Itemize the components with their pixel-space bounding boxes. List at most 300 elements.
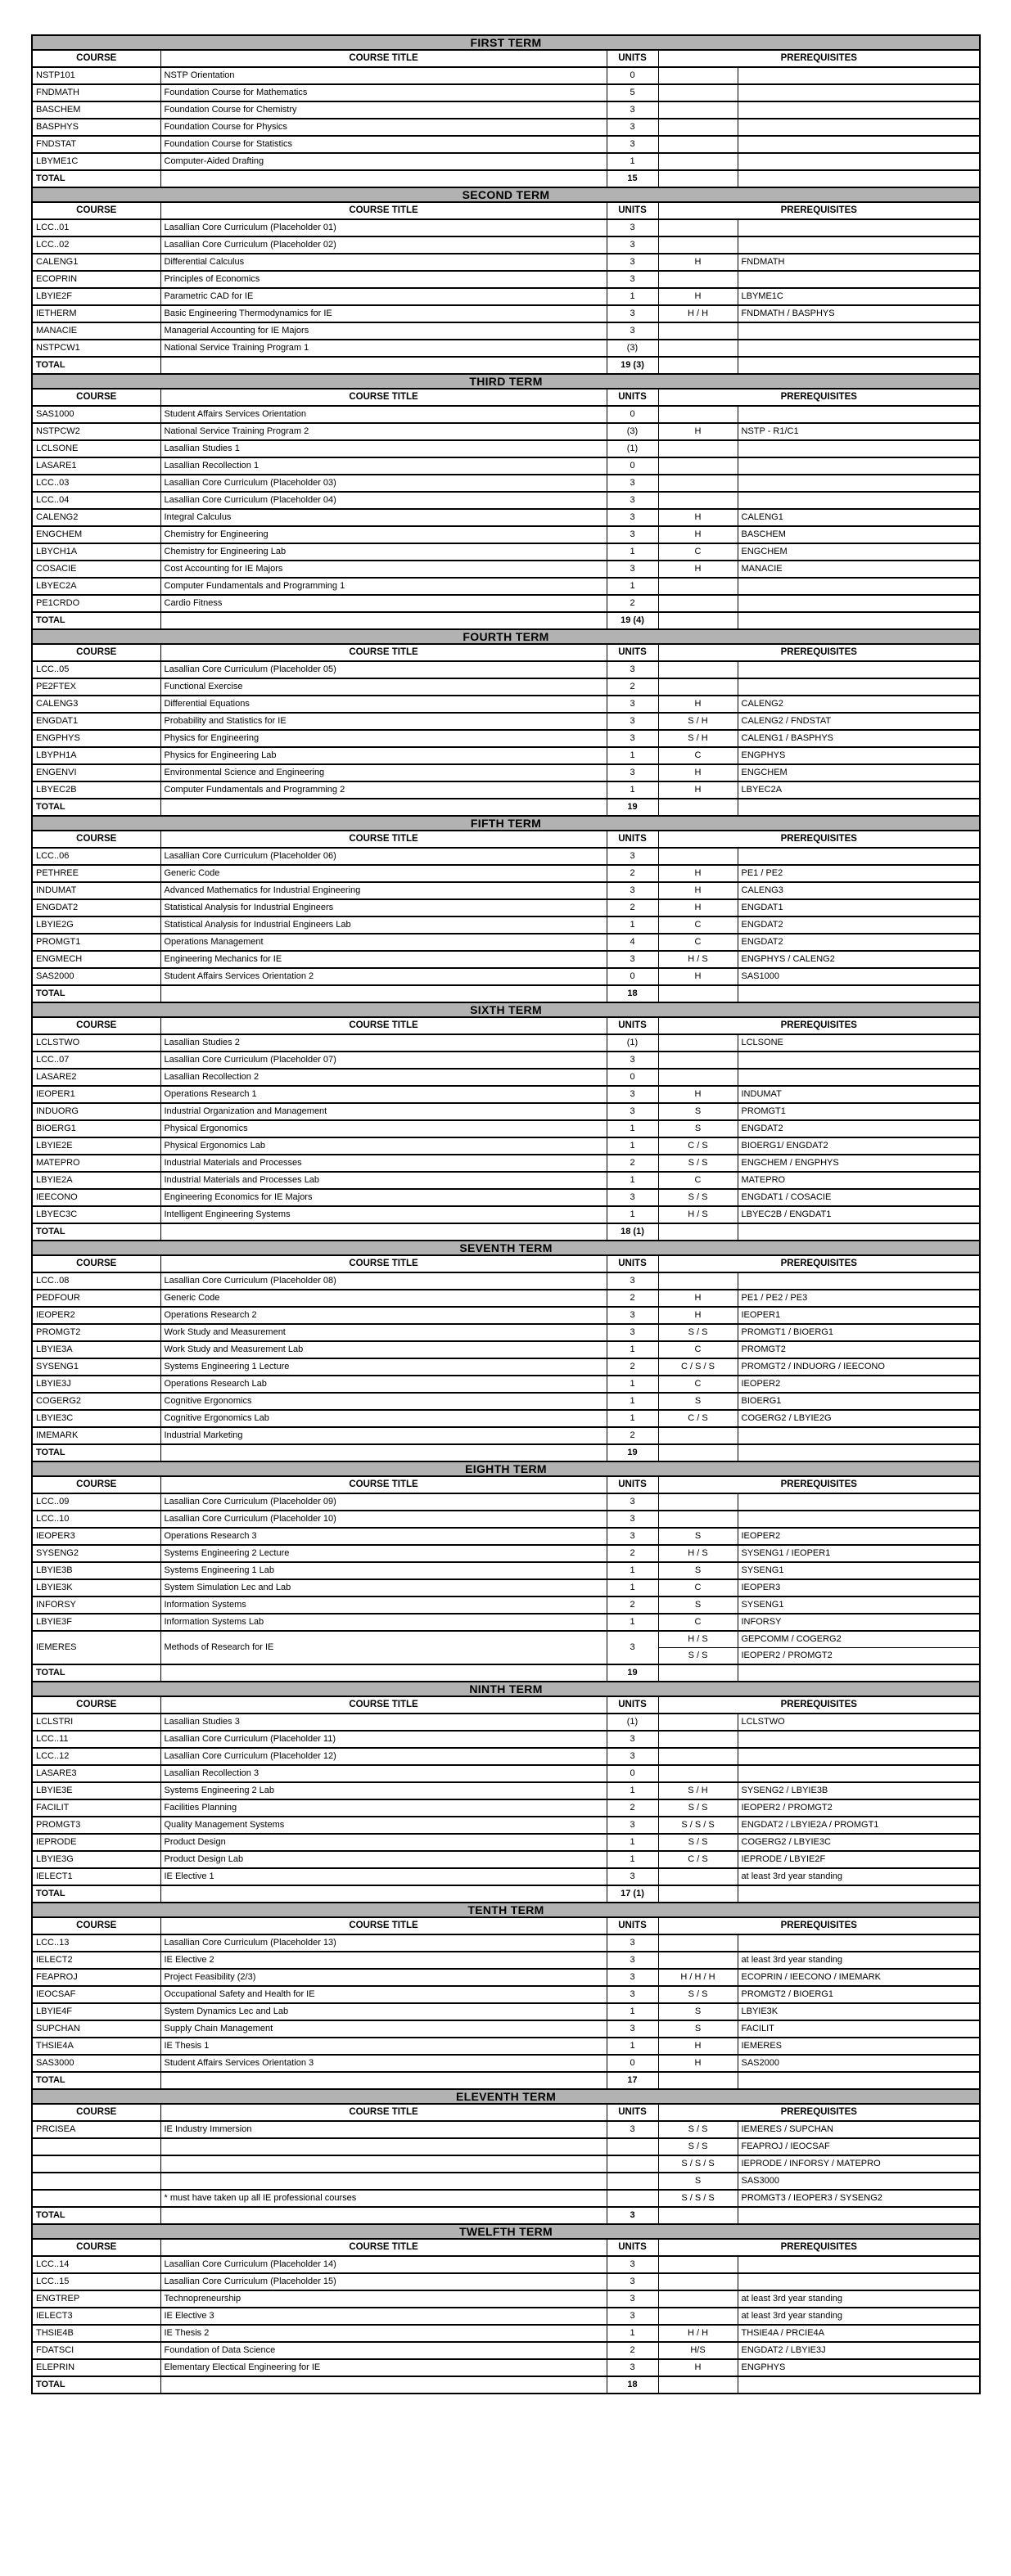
column-header-row (32, 202, 980, 219)
course-code-cell: IEOPER2 (32, 1307, 160, 1324)
prereq-courses-cell: at least 3rd year standing (738, 1952, 980, 1969)
prereq-courses-cell (738, 492, 980, 509)
total-units-cell: 18 (1) (607, 1223, 658, 1241)
course-title-cell: Technopreneurship (160, 2290, 607, 2308)
prereq-flag-cell (658, 1052, 738, 1069)
course-code-cell: COSACIE (32, 561, 160, 578)
prereq-courses-cell: IEOPER1 (738, 1307, 980, 1324)
course-code-cell: LBYEC2A (32, 578, 160, 595)
course-title-cell: Physics for Engineering (160, 730, 607, 747)
course-title-cell: Facilities Planning (160, 1799, 607, 1817)
column-header-row (32, 2104, 980, 2121)
total-flag-spacer-cell (658, 357, 738, 374)
total-prereq-spacer-cell (738, 1444, 980, 1461)
course-row (32, 2173, 980, 2190)
units-cell: 3 (607, 561, 658, 578)
course-row (32, 509, 980, 526)
course-title-cell: Engineering Economics for IE Majors (160, 1189, 607, 1206)
course-row (32, 1052, 980, 1069)
units-cell: 0 (607, 968, 658, 985)
course-code-cell: FNDMATH (32, 84, 160, 101)
course-title-cell: Supply Chain Management (160, 2020, 607, 2038)
course-row (32, 1120, 980, 1137)
units-cell: (1) (607, 440, 658, 457)
total-flag-spacer-cell (658, 170, 738, 187)
column-header-row (32, 2239, 980, 2256)
course-row (32, 2190, 980, 2207)
course-title-cell: Product Design Lab (160, 1851, 607, 1868)
course-row (32, 2038, 980, 2055)
units-cell: 3 (607, 730, 658, 747)
prereq-courses-cell (738, 2273, 980, 2290)
course-title-cell: Lasallian Core Curriculum (Placeholder 03) (160, 475, 607, 492)
course-code-cell: BIOERG1 (32, 1120, 160, 1137)
course-row (32, 406, 980, 423)
term-bar (32, 1241, 980, 1255)
course-row (32, 1393, 980, 1410)
course-row (32, 2020, 980, 2038)
course-row (32, 1799, 980, 1817)
course-row (32, 236, 980, 254)
course-title-column-header: COURSE TITLE (160, 644, 607, 661)
prereq-flag-cell: C (658, 1376, 738, 1393)
units-cell: 3 (607, 951, 658, 968)
course-title-cell: Lasallian Core Curriculum (Placeholder 11) (160, 1731, 607, 1748)
prerequisites-column-header: PREREQUISITES (658, 644, 980, 661)
total-label: TOTAL (32, 1223, 160, 1241)
course-code-cell (32, 2190, 160, 2207)
course-title-cell: Quality Management Systems (160, 1817, 607, 1834)
course-code-cell: LCC..05 (32, 661, 160, 678)
course-row (32, 1290, 980, 1307)
prereq-courses-cell: CALENG2 (738, 696, 980, 713)
course-code-cell: LCLSTWO (32, 1034, 160, 1052)
term-bar (32, 2224, 980, 2239)
units-cell: 3 (607, 1631, 658, 1664)
course-row (32, 934, 980, 951)
course-code-cell: PROMGT1 (32, 934, 160, 951)
course-row (32, 1731, 980, 1748)
prereq-flag-cell (658, 1868, 738, 1885)
course-code-cell: PE1CRDO (32, 595, 160, 612)
course-code-cell: NSTP101 (32, 67, 160, 84)
total-label: TOTAL (32, 357, 160, 374)
units-cell: 3 (607, 1307, 658, 1324)
units-cell: 1 (607, 2003, 658, 2020)
prerequisites-column-header: PREREQUISITES (658, 202, 980, 219)
total-label: TOTAL (32, 1444, 160, 1461)
course-row (32, 899, 980, 916)
prerequisites-column-header: PREREQUISITES (658, 1476, 980, 1493)
course-row (32, 1086, 980, 1103)
units-cell: 3 (607, 219, 658, 236)
course-code-cell: THSIE4A (32, 2038, 160, 2055)
course-title-cell: IE Elective 3 (160, 2308, 607, 2325)
course-row (32, 543, 980, 561)
course-column-header: COURSE (32, 1255, 160, 1272)
course-title-cell: * must have taken up all IE professional courses (160, 2190, 607, 2207)
units-cell: 3 (607, 475, 658, 492)
course-title-column-header: COURSE TITLE (160, 202, 607, 219)
units-cell: 3 (607, 2308, 658, 2325)
prereq-courses-cell: ENGDAT1 / COSACIE (738, 1189, 980, 1206)
total-spacer-cell (160, 799, 607, 816)
course-row (32, 1206, 980, 1223)
units-cell: 3 (607, 119, 658, 136)
total-units-cell: 19 (607, 1664, 658, 1682)
course-code-cell: SUPCHAN (32, 2020, 160, 2038)
course-row (32, 1511, 980, 1528)
prereq-flag-cell (658, 1069, 738, 1086)
course-row (32, 1952, 980, 1969)
course-title-column-header: COURSE TITLE (160, 50, 607, 67)
column-header-row (32, 1476, 980, 1493)
units-cell: 3 (607, 305, 658, 322)
course-title-cell: Lasallian Core Curriculum (Placeholder 14) (160, 2256, 607, 2273)
course-row (32, 288, 980, 305)
course-code-cell: LCC..13 (32, 1934, 160, 1952)
prereq-courses-cell (738, 678, 980, 696)
course-code-cell: BASCHEM (32, 101, 160, 119)
course-row (32, 1868, 980, 1885)
course-code-cell: LCC..03 (32, 475, 160, 492)
term-bar (32, 187, 980, 202)
course-row (32, 1069, 980, 1086)
prereq-courses-cell (738, 661, 980, 678)
course-row (32, 1137, 980, 1155)
prereq-flag-cell: H (658, 2038, 738, 2055)
units-cell: 4 (607, 934, 658, 951)
course-title-cell: Information Systems (160, 1596, 607, 1614)
prereq-flag-cell: S (658, 1393, 738, 1410)
prereq-courses-cell (738, 457, 980, 475)
units-column-header: UNITS (607, 2239, 658, 2256)
course-row (32, 1341, 980, 1358)
course-title-cell: Principles of Economics (160, 271, 607, 288)
course-code-cell: FNDSTAT (32, 136, 160, 153)
prereq-courses-cell: PROMGT2 / BIOERG1 (738, 1986, 980, 2003)
total-label: TOTAL (32, 985, 160, 1002)
course-title-cell: National Service Training Program 1 (160, 340, 607, 357)
course-title-cell (160, 2173, 607, 2190)
course-title-cell: IE Thesis 2 (160, 2325, 607, 2342)
total-row (32, 1664, 980, 1682)
prereq-courses-cell: SAS2000 (738, 2055, 980, 2072)
units-column-header: UNITS (607, 1696, 658, 1714)
units-cell: 0 (607, 1765, 658, 1782)
total-flag-spacer-cell (658, 1444, 738, 1461)
total-label: TOTAL (32, 2376, 160, 2394)
prereq-courses-cell: ENGDAT2 (738, 934, 980, 951)
course-row (32, 1545, 980, 1562)
course-code-cell: ELEPRIN (32, 2359, 160, 2376)
course-code-cell: FDATSCI (32, 2342, 160, 2359)
course-title-cell: Cardio Fitness (160, 595, 607, 612)
prerequisites-column-header: PREREQUISITES (658, 389, 980, 406)
course-row (32, 1103, 980, 1120)
course-title-cell: System Dynamics Lec and Lab (160, 2003, 607, 2020)
prereq-courses-cell (738, 1765, 980, 1782)
units-cell (607, 2155, 658, 2173)
units-cell: 1 (607, 543, 658, 561)
total-flag-spacer-cell (658, 799, 738, 816)
units-cell: 0 (607, 406, 658, 423)
prereq-flag-cell: H / H / H (658, 1969, 738, 1986)
units-cell: 1 (607, 781, 658, 799)
total-flag-spacer-cell (658, 2207, 738, 2224)
prereq-flag-cell: S (658, 2173, 738, 2190)
total-units-cell: 17 (607, 2072, 658, 2089)
units-cell: 1 (607, 1120, 658, 1137)
prereq-courses-cell: ECOPRIN / IEECONO / IMEMARK (738, 1969, 980, 1986)
units-column-header: UNITS (607, 831, 658, 848)
units-cell: (1) (607, 1714, 658, 1731)
prereq-flag-cell: H/S (658, 2342, 738, 2359)
units-cell: 1 (607, 1614, 658, 1631)
units-cell: 1 (607, 1393, 658, 1410)
prereq-courses-cell: LBYME1C (738, 288, 980, 305)
course-column-header: COURSE (32, 1476, 160, 1493)
total-row (32, 612, 980, 629)
total-flag-spacer-cell (658, 2072, 738, 2089)
course-column-header: COURSE (32, 2104, 160, 2121)
units-cell: 1 (607, 1172, 658, 1189)
course-row (32, 951, 980, 968)
course-row (32, 322, 980, 340)
prereq-flag-cell: H (658, 781, 738, 799)
total-prereq-spacer-cell (738, 170, 980, 187)
prereq-flag-cell: C (658, 1341, 738, 1358)
course-title-cell: Student Affairs Services Orientation 2 (160, 968, 607, 985)
prereq-courses-cell: BIOERG1/ ENGDAT2 (738, 1137, 980, 1155)
course-code-cell: LBYCH1A (32, 543, 160, 561)
units-cell: 3 (607, 1986, 658, 2003)
total-flag-spacer-cell (658, 2376, 738, 2394)
course-title-cell: Elementary Electical Engineering for IE (160, 2359, 607, 2376)
units-cell: 3 (607, 254, 658, 271)
course-row (32, 578, 980, 595)
term-bar (32, 816, 980, 831)
units-cell: 1 (607, 916, 658, 934)
course-title-cell: Lasallian Core Curriculum (Placeholder 01) (160, 219, 607, 236)
prereq-courses-cell (738, 236, 980, 254)
prereq-courses-cell: ENGPHYS / CALENG2 (738, 951, 980, 968)
course-title-cell: Engineering Mechanics for IE (160, 951, 607, 968)
course-row (32, 1596, 980, 1614)
course-title-cell: Foundation Course for Physics (160, 119, 607, 136)
prereq-courses-cell: SYSENG1 / IEOPER1 (738, 1545, 980, 1562)
course-row (32, 101, 980, 119)
total-prereq-spacer-cell (738, 985, 980, 1002)
term-title: FIFTH TERM (32, 816, 980, 831)
course-row (32, 2003, 980, 2020)
prereq-courses-cell: LCLSTWO (738, 1714, 980, 1731)
term-bar (32, 1903, 980, 1917)
units-cell: 1 (607, 1562, 658, 1579)
course-title-cell: Parametric CAD for IE (160, 288, 607, 305)
total-label: TOTAL (32, 2207, 160, 2224)
prereq-courses-cell: PROMGT2 / INDUORG / IEECONO (738, 1358, 980, 1376)
course-title-column-header: COURSE TITLE (160, 831, 607, 848)
course-title-column-header: COURSE TITLE (160, 1017, 607, 1034)
units-cell: 3 (607, 271, 658, 288)
term-bar (32, 35, 980, 50)
units-cell: 2 (607, 899, 658, 916)
units-cell: 3 (607, 1868, 658, 1885)
prereq-courses-cell: PE1 / PE2 (738, 865, 980, 882)
course-code-cell: LCC..09 (32, 1493, 160, 1511)
units-cell: 2 (607, 678, 658, 696)
prereq-flag-cell (658, 678, 738, 696)
course-row (32, 1307, 980, 1324)
term-bar (32, 374, 980, 389)
course-title-column-header: COURSE TITLE (160, 1696, 607, 1714)
course-title-column-header: COURSE TITLE (160, 2104, 607, 2121)
prereq-courses-cell: SYSENG2 / LBYIE3B (738, 1782, 980, 1799)
total-prereq-spacer-cell (738, 2376, 980, 2394)
course-code-cell: IEOCSAF (32, 1986, 160, 2003)
course-code-cell: LCC..15 (32, 2273, 160, 2290)
prereq-flag-cell (658, 1493, 738, 1511)
course-title-cell: Systems Engineering 1 Lab (160, 1562, 607, 1579)
units-cell: 1 (607, 1410, 658, 1427)
course-title-cell: Lasallian Recollection 3 (160, 1765, 607, 1782)
prereq-flag-cell: S / S / S (658, 1817, 738, 1834)
course-code-cell: IEMERES (32, 1631, 160, 1664)
prereq-flag-cell: H / S (658, 951, 738, 968)
course-title-cell: Physical Ergonomics (160, 1120, 607, 1137)
units-column-header: UNITS (607, 1476, 658, 1493)
total-spacer-cell (160, 357, 607, 374)
course-row (32, 561, 980, 578)
course-code-cell: LCC..02 (32, 236, 160, 254)
prereq-flag-cell: C / S / S (658, 1358, 738, 1376)
course-title-cell: Information Systems Lab (160, 1614, 607, 1631)
prereq-courses-cell (738, 1934, 980, 1952)
units-cell: 3 (607, 764, 658, 781)
course-column-header: COURSE (32, 831, 160, 848)
prereq-flag-cell (658, 492, 738, 509)
course-code-cell (32, 2173, 160, 2190)
prereq-flag-cell: S / S (658, 1155, 738, 1172)
total-row (32, 357, 980, 374)
course-row (32, 2273, 980, 2290)
course-code-cell: LBYEC3C (32, 1206, 160, 1223)
course-title-cell: Lasallian Studies 2 (160, 1034, 607, 1052)
prereq-flag-cell: C / S (658, 1410, 738, 1427)
term-title: SECOND TERM (32, 187, 980, 202)
course-column-header: COURSE (32, 1017, 160, 1034)
units-cell: 0 (607, 1069, 658, 1086)
course-code-cell: INDUMAT (32, 882, 160, 899)
course-row (32, 1427, 980, 1444)
course-column-header: COURSE (32, 50, 160, 67)
prereq-flag-cell (658, 2273, 738, 2290)
prereq-courses-cell (738, 136, 980, 153)
course-code-cell: ENGDAT2 (32, 899, 160, 916)
prereq-flag-cell (658, 578, 738, 595)
course-title-cell: Student Affairs Services Orientation 3 (160, 2055, 607, 2072)
prereq-courses-cell: LBYEC2B / ENGDAT1 (738, 1206, 980, 1223)
course-title-cell: IE Elective 2 (160, 1952, 607, 1969)
total-spacer-cell (160, 2376, 607, 2394)
units-cell: 3 (607, 696, 658, 713)
course-code-cell: PROMGT3 (32, 1817, 160, 1834)
prereq-flag-cell (658, 440, 738, 457)
prereq-courses-cell: IEPRODE / LBYIE2F (738, 1851, 980, 1868)
prereq-courses-cell: ENGPHYS (738, 2359, 980, 2376)
course-row (32, 1631, 980, 1648)
prereq-courses-cell: PROMGT1 / BIOERG1 (738, 1324, 980, 1341)
course-code-cell: LBYIE4F (32, 2003, 160, 2020)
prereq-flag-cell: H (658, 882, 738, 899)
prereq-flag-cell (658, 1952, 738, 1969)
course-title-cell: Chemistry for Engineering (160, 526, 607, 543)
units-cell: 3 (607, 492, 658, 509)
prereq-flag-cell (658, 84, 738, 101)
term-title: TWELFTH TERM (32, 2224, 980, 2239)
course-code-cell: PETHREE (32, 865, 160, 882)
course-code-cell: LCC..06 (32, 848, 160, 865)
course-title-cell: Work Study and Measurement Lab (160, 1341, 607, 1358)
course-code-cell: ENGPHYS (32, 730, 160, 747)
prereq-flag-cell: H (658, 968, 738, 985)
prereq-courses-cell: IEOPER2 (738, 1528, 980, 1545)
course-row (32, 2155, 980, 2173)
course-row (32, 2055, 980, 2072)
course-title-cell: Chemistry for Engineering Lab (160, 543, 607, 561)
course-row (32, 1834, 980, 1851)
total-label: TOTAL (32, 612, 160, 629)
prereq-courses-cell: BIOERG1 (738, 1393, 980, 1410)
units-cell: 2 (607, 1799, 658, 1817)
prerequisites-column-header: PREREQUISITES (658, 1917, 980, 1934)
course-code-cell: IMEMARK (32, 1427, 160, 1444)
prereq-courses-cell (738, 440, 980, 457)
course-title-cell: Project Feasibility (2/3) (160, 1969, 607, 1986)
course-row (32, 1155, 980, 1172)
course-code-cell: LCC..01 (32, 219, 160, 236)
course-title-cell: Lasallian Core Curriculum (Placeholder 02) (160, 236, 607, 254)
prereq-courses-cell: ENGPHYS (738, 747, 980, 764)
prereq-courses-cell: LBYIE3K (738, 2003, 980, 2020)
course-title-cell: Differential Calculus (160, 254, 607, 271)
course-code-cell: ECOPRIN (32, 271, 160, 288)
total-units-cell: 18 (607, 985, 658, 1002)
course-title-cell (160, 2155, 607, 2173)
course-column-header: COURSE (32, 2239, 160, 2256)
course-row (32, 2325, 980, 2342)
prereq-courses-cell: at least 3rd year standing (738, 2290, 980, 2308)
prereq-courses-cell (738, 848, 980, 865)
prereq-courses-cell: GEPCOMM / COGERG2 (738, 1631, 980, 1648)
prereq-flag-cell: H (658, 1086, 738, 1103)
prereq-courses-cell (738, 1493, 980, 1511)
course-row (32, 1851, 980, 1868)
course-title-cell: Operations Research Lab (160, 1376, 607, 1393)
units-cell: 1 (607, 2325, 658, 2342)
prereq-courses-cell: LBYEC2A (738, 781, 980, 799)
course-code-cell: SAS3000 (32, 2055, 160, 2072)
units-cell: 3 (607, 2020, 658, 2038)
course-row (32, 678, 980, 696)
course-title-cell: Intelligent Engineering Systems (160, 1206, 607, 1223)
units-cell: (3) (607, 423, 658, 440)
prereq-flag-cell: C (658, 543, 738, 561)
total-spacer-cell (160, 1885, 607, 1903)
prereq-flag-cell: C (658, 747, 738, 764)
course-title-cell: IE Industry Immersion (160, 2121, 607, 2138)
